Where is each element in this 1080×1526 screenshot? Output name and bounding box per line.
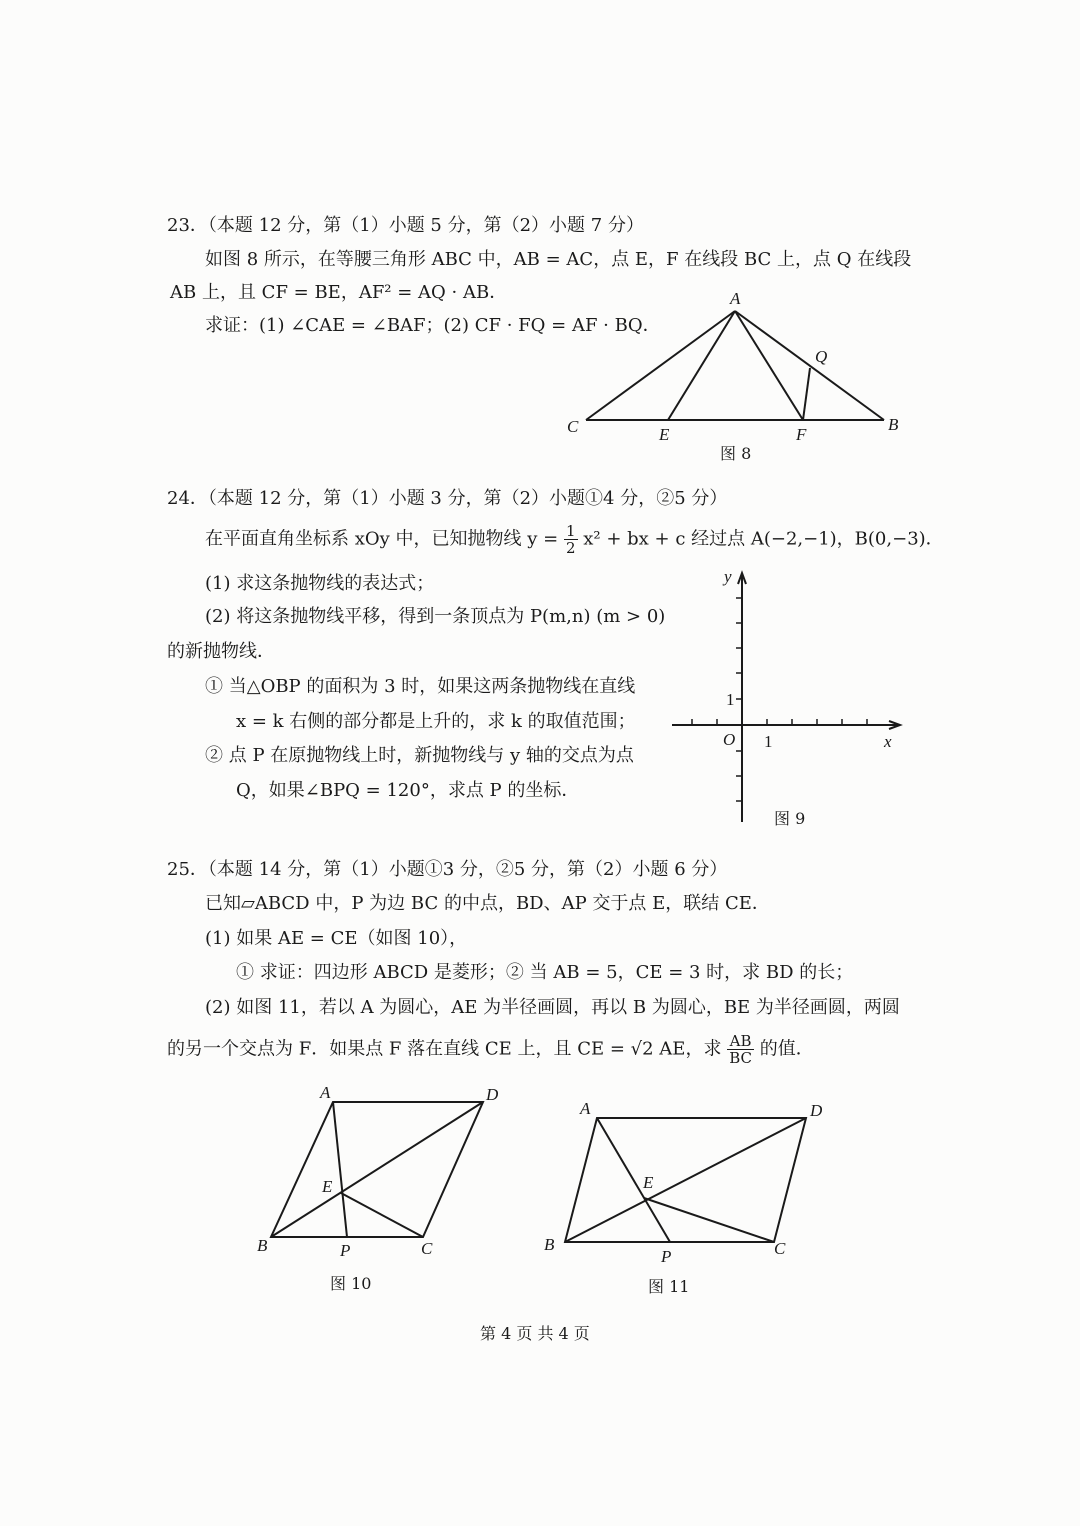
q24-frac-num: 1 [565,522,576,540]
q24-part2a: (2) 将这条抛物线平移，得到一条顶点为 P(m,n) (m > 0) [205,606,666,627]
q24-sub1b: x = k 右侧的部分都是上升的，求 k 的取值范围； [236,711,636,732]
figure-11 [565,1118,806,1242]
fig8-label-e: E [659,425,670,444]
q23-line3: 求证：(1) ∠CAE = ∠BAF；(2) CF · FQ = AF · BQ． [205,315,661,336]
q25-line2: (1) 如果 AE = CE（如图 10）， [205,928,468,949]
fig10-label-e: E [322,1177,333,1196]
fig10-label-a: A [320,1083,331,1102]
q25-line4: (2) 如图 11，若以 A 为圆心，AE 为半径画圆，再以 B 为圆心，BE 为半径画圆，两圆 [205,997,900,1018]
fig11-diagonal-bd [565,1118,806,1242]
q24-frac-den: 2 [565,539,576,557]
q24-line1-b: x² + bx + c 经过点 A(−2,−1)，B(0,−3)． [583,528,944,550]
fig9-label-x-one: 1 [764,732,773,751]
fig8-segment-ae [668,311,735,420]
fig10-caption: 图 10 [330,1274,372,1293]
fig8-segment-ca [586,311,735,420]
fig8-label-q: Q [815,347,828,366]
fig10-label-b: B [257,1236,268,1255]
q25-line1: 已知▱ABCD 中，P 为边 BC 的中点，BD、AP 交于点 E，联结 CE． [205,893,770,914]
fig8-label-a: A [730,289,741,308]
page-footer: 第 4 页 共 4 页 [480,1324,590,1343]
figure-8 [586,311,884,420]
fig8-label-b: B [888,415,899,434]
q23-line1: 如图 8 所示，在等腰三角形 ABC 中，AB = AC，点 E，F 在线段 BC 上，点 Q 在线段 [205,249,912,270]
fig11-label-d: D [810,1101,823,1120]
q24-sub2b: Q，如果∠BPQ = 120°，求点 P 的坐标． [236,780,580,801]
q24-part1: (1) 求这条抛物线的表达式； [205,573,435,594]
fig9-label-x: x [884,732,892,751]
fig8-segment-ab [735,311,884,420]
fig9-caption: 图 9 [774,809,806,828]
fig9-label-origin: O [723,730,736,749]
fig11-label-b: B [544,1235,555,1254]
fig10-segment-ap [333,1102,347,1237]
fig10-label-d: D [486,1085,499,1104]
q23-line2: AB 上，且 CF = BE，AF² = AQ · AB． [170,282,508,303]
q25-header: 25．（本题 14 分，第（1）小题①3 分，②5 分，第（2）小题 6 分） [167,859,728,880]
fig8-label-f: F [796,425,807,444]
fig10-label-c: C [421,1239,433,1258]
fig8-segment-af [735,311,803,420]
q25-frac-den: BC [729,1049,752,1067]
q25-line5-a: 的另一个交点为 F．如果点 F 落在直线 CE 上，且 CE = √2 AE，求 [167,1038,722,1060]
fig11-label-p: P [661,1247,672,1266]
fig8-caption: 图 8 [720,444,752,463]
q24-header: 24．（本题 12 分，第（1）小题 3 分，第（2）小题①4 分，②5 分） [167,488,728,509]
fig11-segment-ec [644,1198,774,1242]
fig11-caption: 图 11 [648,1277,690,1296]
fig9-label-y-one: 1 [726,690,735,709]
fig10-label-p: P [340,1241,351,1260]
q24-sub1a: ① 当△OBP 的面积为 3 时，如果这两条抛物线在直线 [205,676,636,697]
fig10-segment-ec [341,1193,423,1237]
fig9-ticks [692,598,867,801]
figure-9 [672,573,900,822]
q25-line3: ① 求证：四边形 ABCD 是菱形；② 当 AB = 5，CE = 3 时，求 BD 的长； [236,962,854,983]
fig8-label-c: C [567,417,579,436]
figure-10 [271,1102,483,1237]
q24-part2b: 的新抛物线． [167,641,275,662]
fig11-label-c: C [774,1239,786,1258]
q25-line5-b: 的值． [759,1038,814,1060]
fig11-label-e: E [643,1173,654,1192]
q24-sub2a: ② 点 P 在原抛物线上时，新抛物线与 y 轴的交点为点 [205,745,634,766]
fig9-label-y: y [724,567,732,586]
q23-header: 23．（本题 12 分，第（1）小题 5 分，第（2）小题 7 分） [167,215,644,236]
fig8-segment-fq [803,368,810,420]
q25-frac-num: AB [727,1033,754,1050]
fig11-label-a: A [580,1099,591,1118]
q24-line1-a: 在平面直角坐标系 xOy 中，已知抛物线 y = [205,528,559,550]
fig11-segment-ap [597,1118,670,1242]
